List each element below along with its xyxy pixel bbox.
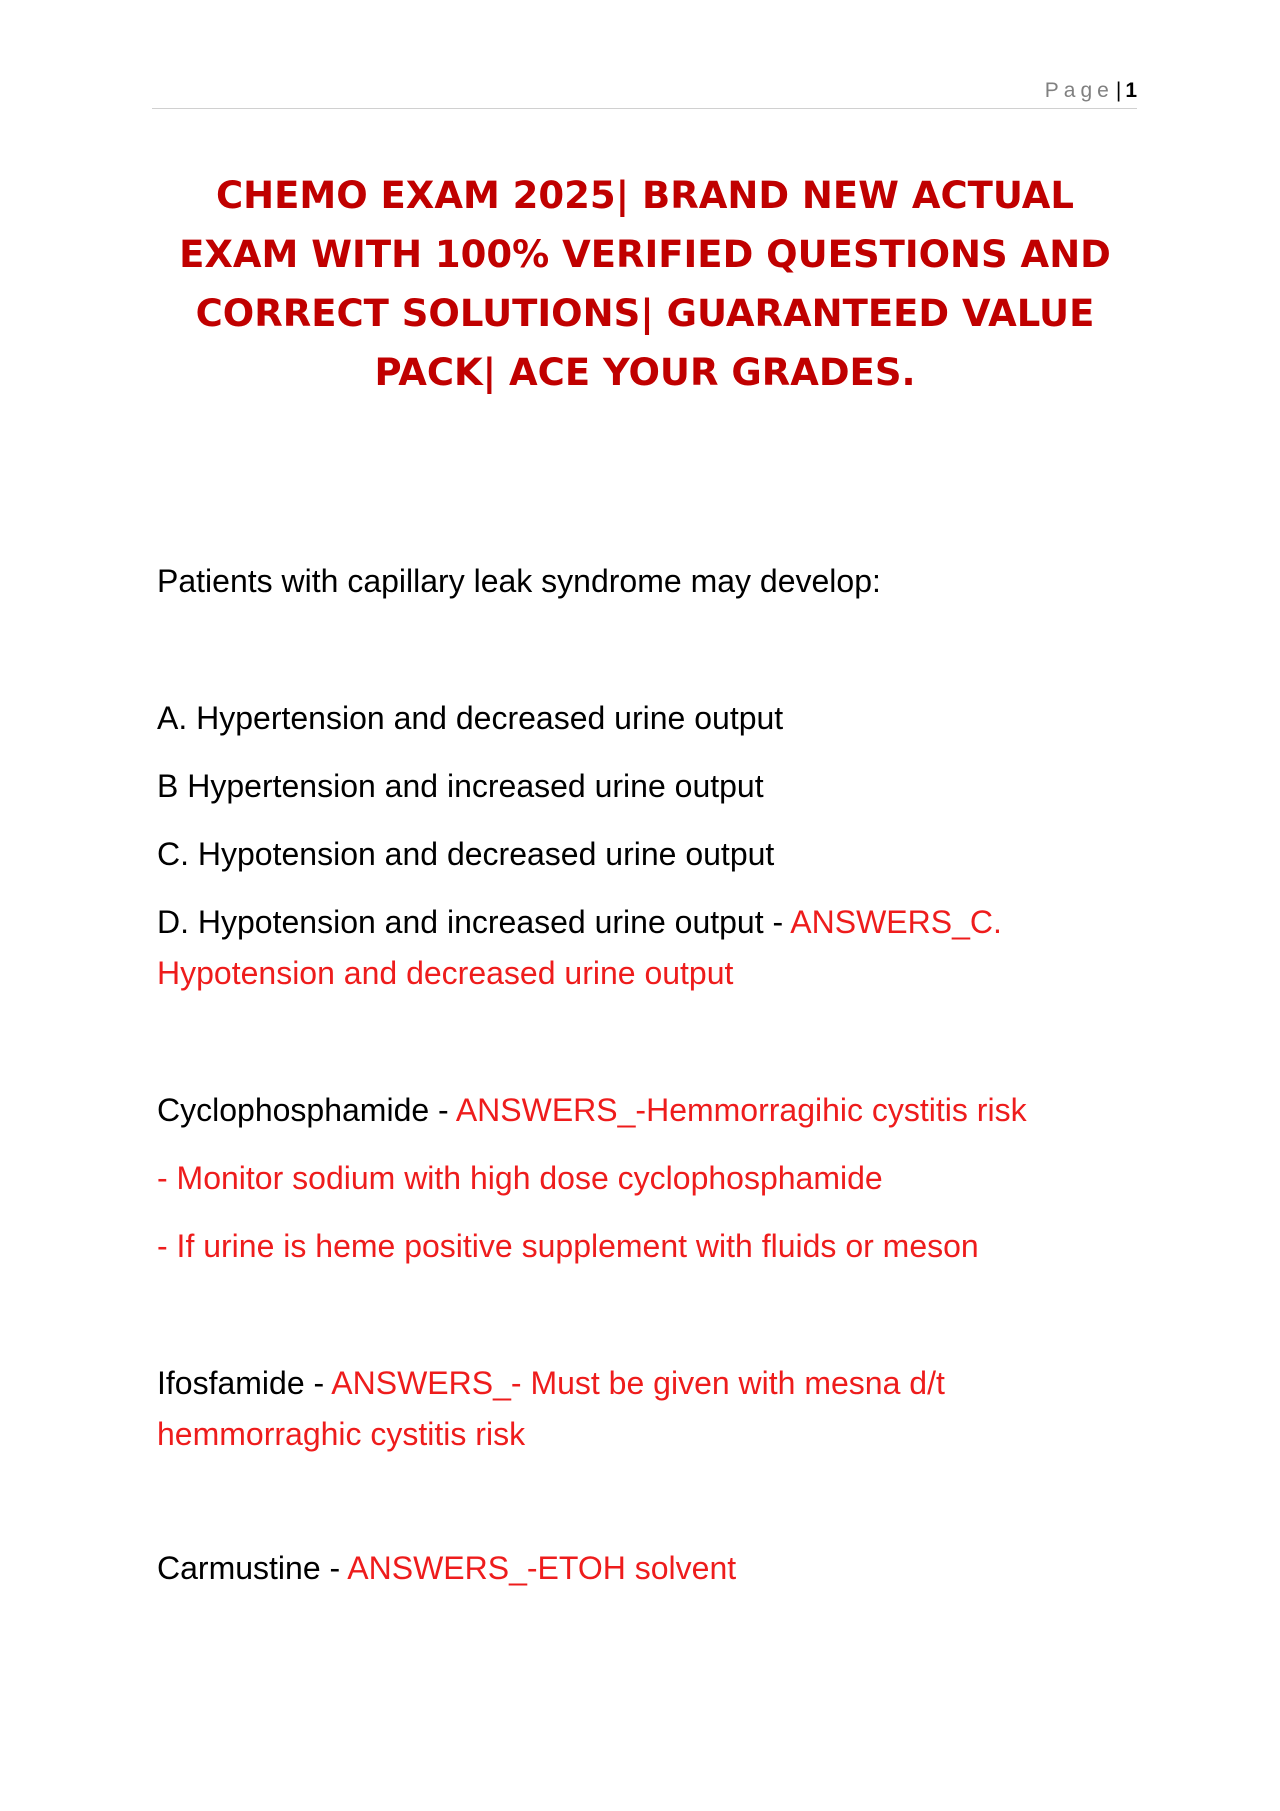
document-body bbox=[157, 556, 1137, 1594]
answer-text: ANSWERS_C. Hypotension and decreased urine output bbox=[157, 904, 1002, 991]
option-a: A. Hypertension and decreased urine output bbox=[157, 700, 784, 736]
option-b: B Hypertension and increased urine output bbox=[157, 768, 764, 804]
page-number: 1 bbox=[1125, 79, 1137, 102]
answer-line: - Monitor sodium with high dose cyclophosphamide bbox=[157, 1160, 883, 1196]
question-prompt: Patients with capillary leak syndrome may develop: bbox=[157, 563, 881, 599]
answer-text: ANSWERS_-ETOH solvent bbox=[347, 1550, 737, 1586]
page-header bbox=[152, 78, 1137, 109]
term-label: Carmustine - bbox=[157, 1550, 348, 1586]
term-label: Cyclophosphamide - bbox=[157, 1092, 456, 1128]
term-label: Ifosfamide - bbox=[157, 1365, 332, 1401]
term-carmustine bbox=[157, 1543, 1137, 1594]
option-c: C. Hypotension and decreased urine output bbox=[157, 836, 775, 872]
document-title: CHEMO EXAM 2025| BRAND NEW ACTUAL EXAM WITH 100% VERIFIED QUESTIONS AND CORRECT SOLUTIONS| GUARANTEED VALUE PACK| ACE YOUR GRADES. bbox=[179, 174, 1111, 394]
term-ifosfamide bbox=[157, 1358, 1137, 1460]
answer-line: - If urine is heme positive supplement with fluids or meson bbox=[157, 1228, 979, 1264]
answer-text: ANSWERS_-Hemmorragihic cystitis risk bbox=[455, 1092, 1027, 1128]
term-cyclophosphamide bbox=[157, 1085, 1137, 1136]
page-separator: | bbox=[1115, 79, 1122, 102]
page-label: Page bbox=[1044, 79, 1114, 102]
option-d-with-answer bbox=[157, 897, 1137, 999]
answer-text: ANSWERS_- Must be given with mesna d/t hemmorraghic cystitis risk bbox=[157, 1365, 945, 1452]
option-d: D. Hypotension and increased urine output - bbox=[157, 904, 791, 940]
